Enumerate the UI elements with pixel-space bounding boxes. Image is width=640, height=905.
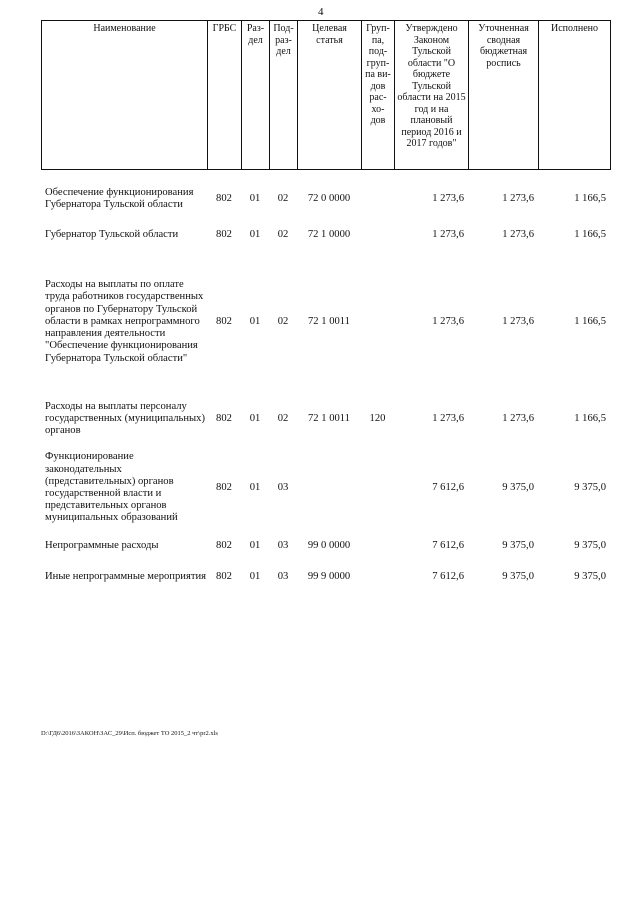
row-target: 72 0 0000 [307, 192, 351, 204]
row-executed: 9 375,0 [574, 570, 606, 582]
row-approved: 1 273,6 [432, 315, 464, 327]
row-refined: 9 375,0 [502, 570, 534, 582]
row-grbs: 802 [216, 192, 232, 204]
row-razdel: 01 [249, 315, 261, 327]
row-group [361, 558, 394, 596]
row-refined: 9 375,0 [502, 481, 534, 493]
row-target: 72 1 0011 [308, 315, 350, 327]
table-row [41, 222, 610, 248]
row-podrazdel: 02 [277, 315, 289, 327]
header-name: Наименование [42, 21, 208, 170]
row-name: Губернатор Тульской области [45, 228, 179, 240]
row-name: Непрограммные расходы [45, 539, 159, 551]
row-podrazdel: 03 [277, 481, 289, 493]
row-razdel: 01 [249, 539, 261, 551]
row-target: 99 0 0000 [307, 539, 351, 551]
row-group: 120 [369, 412, 386, 424]
row-group [361, 176, 394, 222]
page-number: 4 [318, 6, 324, 18]
row-grbs: 802 [216, 412, 232, 424]
row-approved: 7 612,6 [432, 539, 464, 551]
row-approved: 1 273,6 [432, 412, 464, 424]
row-grbs: 802 [216, 315, 232, 327]
row-podrazdel: 03 [277, 570, 289, 582]
header-refined: Уточненная сводная бюджетная роспись [469, 21, 539, 170]
row-approved: 1 273,6 [432, 228, 464, 240]
row-name: Расходы на выплаты персоналу государственных (муниципальных) органов [45, 400, 205, 437]
header-executed: Исполнено [539, 21, 611, 170]
row-executed: 1 166,5 [574, 228, 606, 240]
row-target [297, 442, 361, 534]
row-executed: 1 166,5 [574, 315, 606, 327]
table-header [41, 20, 611, 170]
row-executed: 9 375,0 [574, 539, 606, 551]
table-row [41, 534, 610, 558]
row-razdel: 01 [249, 481, 261, 493]
header-group: Груп- па, под- груп- па ви- дов рас- хо- дов [362, 21, 395, 170]
row-razdel: 01 [249, 192, 261, 204]
row-podrazdel: 02 [277, 192, 289, 204]
row-razdel: 01 [249, 228, 261, 240]
row-name: Иные непрограммные мероприятия [45, 570, 206, 582]
header-razdel: Раз- дел [242, 21, 270, 170]
row-approved: 7 612,6 [432, 570, 464, 582]
row-executed: 9 375,0 [574, 481, 606, 493]
row-target: 72 1 0000 [307, 228, 351, 240]
row-refined: 1 273,6 [502, 228, 534, 240]
file-path-footer: D:\ГД6\2016\ЗАКОН\ЗАС_29\Исп. бюджет ТО 2015_2 чт\pr2.xls [41, 730, 218, 737]
row-grbs: 802 [216, 481, 232, 493]
row-group [361, 442, 394, 534]
row-refined: 1 273,6 [502, 192, 534, 204]
row-podrazdel: 02 [277, 412, 289, 424]
header-grbs: ГРБС [208, 21, 242, 170]
row-name: Обеспечение функционирования Губернатора Тульской области [45, 186, 194, 210]
row-executed: 1 166,5 [574, 192, 606, 204]
table-row [41, 248, 610, 396]
row-name: Расходы на выплаты по оплате труда работников государственных органов по Губернатору Тульской области в рамках непрограммного направления деятельности "Обеспечение функционирования Губернатора Тульской области" [45, 279, 204, 364]
row-grbs: 802 [216, 228, 232, 240]
row-refined: 9 375,0 [502, 539, 534, 551]
row-grbs: 802 [216, 539, 232, 551]
row-group [361, 222, 394, 248]
table-row [41, 176, 610, 222]
header-approved: Утверждено Законом Тульской области "О бюджете Тульской области на 2015 год и на плановый период 2016 и 2017 годов" [395, 21, 469, 170]
row-target: 72 1 0011 [308, 412, 350, 424]
header-podrazdel: Под- раз- дел [270, 21, 298, 170]
budget-table [41, 176, 610, 596]
row-group [361, 248, 394, 396]
table-row [41, 396, 610, 442]
row-refined: 1 273,6 [502, 412, 534, 424]
row-approved: 1 273,6 [432, 192, 464, 204]
row-podrazdel: 02 [277, 228, 289, 240]
row-name: Функционирование законодательных (представительных) органов государственной власти и представительных органов муниципальных образований [45, 451, 178, 524]
row-approved: 7 612,6 [432, 481, 464, 493]
table-row [41, 558, 610, 596]
row-refined: 1 273,6 [502, 315, 534, 327]
row-razdel: 01 [249, 570, 261, 582]
row-executed: 1 166,5 [574, 412, 606, 424]
header-target: Целевая статья [298, 21, 362, 170]
row-target: 99 9 0000 [307, 570, 351, 582]
row-grbs: 802 [216, 570, 232, 582]
row-group [361, 534, 394, 558]
row-razdel: 01 [249, 412, 261, 424]
row-podrazdel: 03 [277, 539, 289, 551]
table-row [41, 442, 610, 534]
